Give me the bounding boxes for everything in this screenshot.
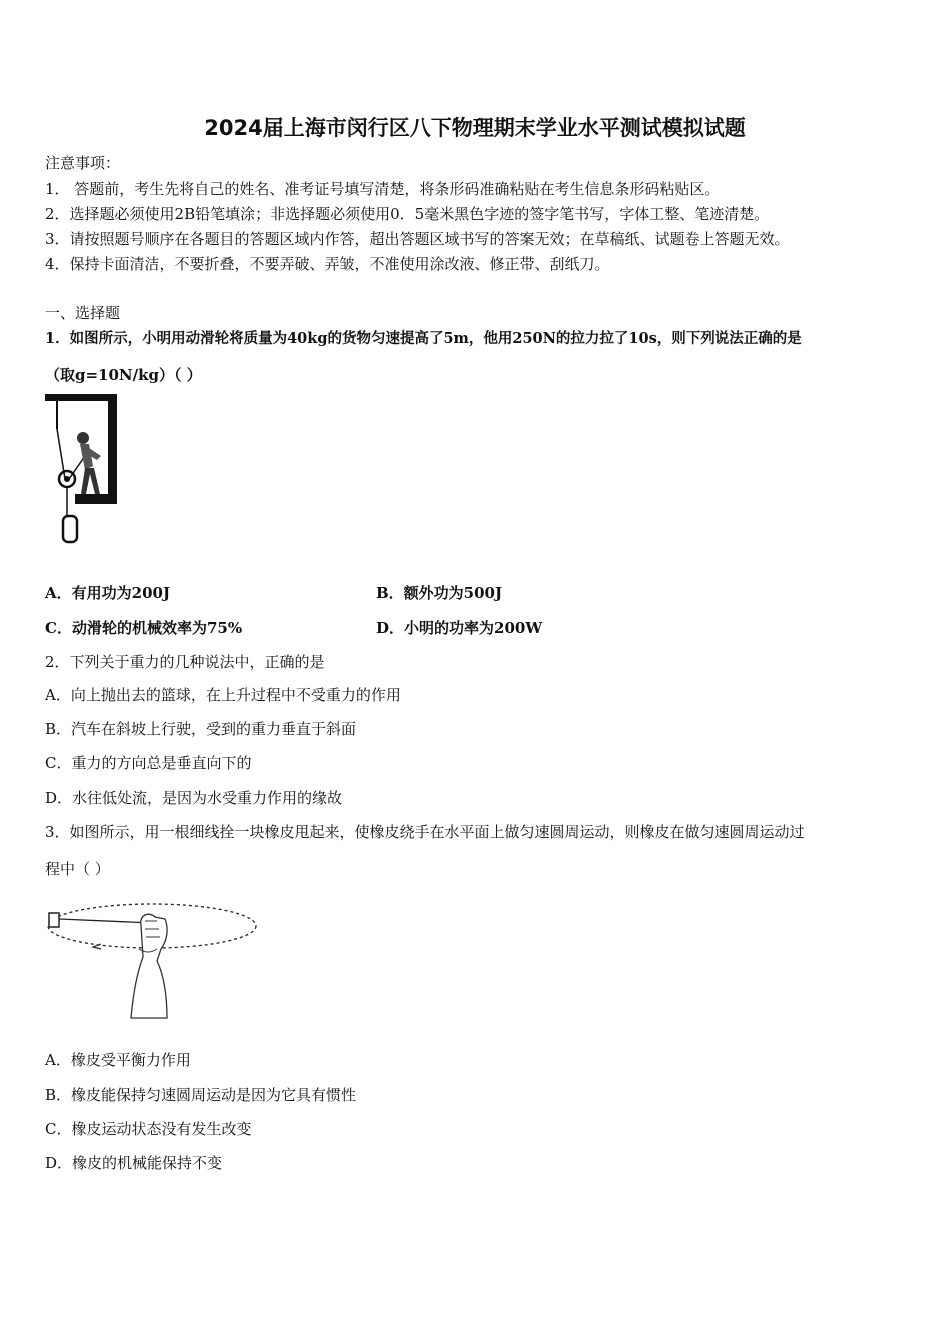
q3-option-a[interactable]: A．橡皮受平衡力作用	[45, 1051, 191, 1069]
section-heading-choice: 一、选择题	[45, 304, 121, 322]
q3-option-d[interactable]: D．橡皮的机械能保持不变	[45, 1154, 223, 1172]
q1-option-c[interactable]: C．动滑轮的机械效率为75%	[45, 619, 243, 637]
q3-stem-line1: 3．如图所示，用一根细线拴一块橡皮甩起来，使橡皮绕手在水平面上做匀速圆周运动，则橡皮在做匀速圆周运动过	[45, 823, 805, 841]
q2-option-d[interactable]: D．水往低处流，是因为水受重力作用的缘故	[45, 789, 343, 807]
q3-option-b[interactable]: B．橡皮能保持匀速圆周运动是因为它具有惯性	[45, 1086, 357, 1104]
q1-option-d[interactable]: D．小明的功率为200W	[376, 619, 543, 637]
q2-option-b[interactable]: B．汽车在斜坡上行驶，受到的重力垂直于斜面	[45, 720, 357, 738]
eraser-circular-motion-figure	[45, 893, 260, 1023]
q1-stem-line2: （取g=10N/kg）（ ）	[45, 366, 202, 384]
notice-heading: 注意事项：	[45, 154, 121, 172]
pulley-figure	[45, 394, 120, 552]
page-title: 2024届上海市闵行区八下物理期末学业水平测试模拟试题	[204, 116, 746, 140]
notice-item-4: 4．保持卡面清洁，不要折叠，不要弄破、弄皱，不准使用涂改液、修正带、刮纸刀。	[45, 255, 610, 273]
q2-stem: 2．下列关于重力的几种说法中，正确的是	[45, 653, 325, 671]
q3-option-c[interactable]: C．橡皮运动状态没有发生改变	[45, 1120, 252, 1138]
q2-option-a[interactable]: A．向上抛出去的篮球，在上升过程中不受重力的作用	[45, 686, 401, 704]
q2-option-c[interactable]: C．重力的方向总是垂直向下的	[45, 754, 252, 772]
notice-item-2: 2．选择题必须使用2B铅笔填涂；非选择题必须使用0．5毫米黑色字迹的签字笔书写，字体工整、笔迹清楚。	[45, 205, 770, 223]
q1-stem-line1: 1．如图所示，小明用动滑轮将质量为40kg的货物匀速提高了5m，他用250N的拉力拉了10s，则下列说法正确的是	[45, 330, 802, 347]
notice-item-3: 3．请按照题号顺序在各题目的答题区域内作答，超出答题区域书写的答案无效；在草稿纸、试题卷上答题无效。	[45, 230, 790, 248]
q1-option-b[interactable]: B．额外功为500J	[376, 584, 503, 602]
q1-option-a[interactable]: A．有用功为200J	[45, 584, 171, 602]
q3-stem-line2: 程中（ ）	[45, 860, 110, 878]
notice-item-1: 1． 答题前，考生先将自己的姓名、准考证号填写清楚，将条形码准确粘贴在考生信息条形码粘贴区。	[45, 180, 720, 198]
